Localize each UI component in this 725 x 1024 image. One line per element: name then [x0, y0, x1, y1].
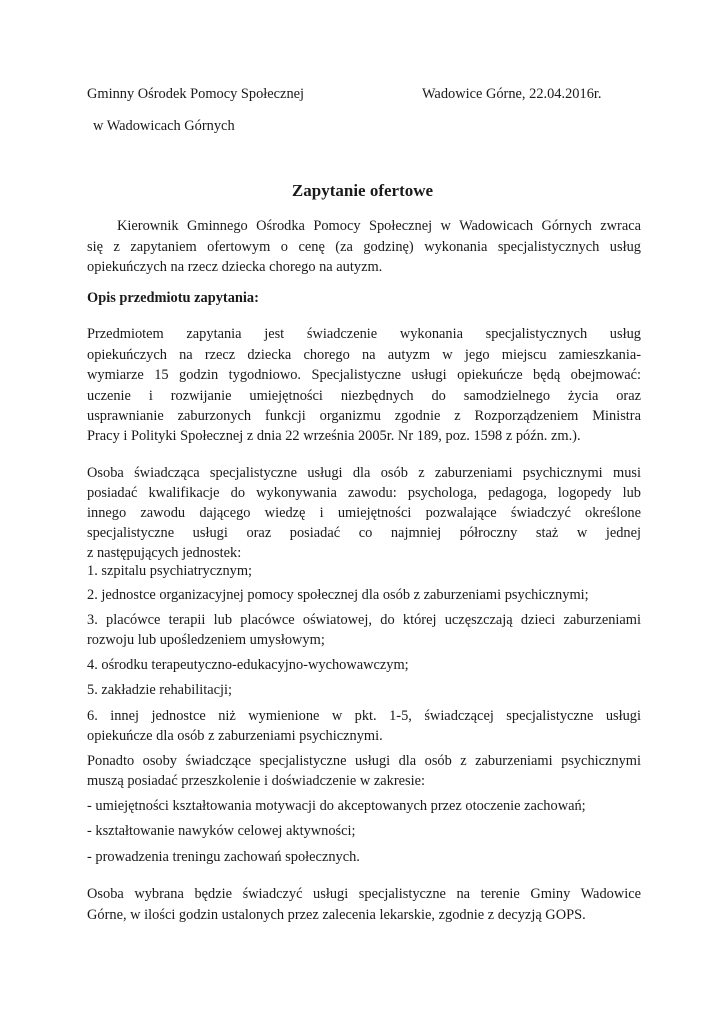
list-item-4: 4. ośrodku terapeutyczno-edukacyjno-wychowawczym; [87, 657, 409, 673]
para1-line-1: Przedmiotem zapytania jest świadczenie wykonania specjalistycznych usług [87, 326, 641, 342]
institution-location: w Wadowicach Górnych [93, 118, 235, 134]
bullet-item-1: - umiejętności kształtowania motywacji do akceptowanych przez otoczenie zachowań; [87, 798, 586, 814]
place-date: Wadowice Górne, 22.04.2016r. [422, 86, 602, 102]
para2-line-4: specjalistyczne usługi oraz posiadać co najmniej półroczny staż w jednej [87, 525, 641, 541]
list-item-3-line-1: 3. placówce terapii lub placówce oświatowej, do której uczęszczają dzieci zaburzeniami [87, 612, 641, 628]
list-item-2: 2. jednostce organizacyjnej pomocy społecznej dla osób z zaburzeniami psychicznymi; [87, 587, 589, 603]
list-item-5: 5. zakładzie rehabilitacji; [87, 682, 233, 698]
para1-line-2: opiekuńczych na rzecz dziecka chorego na autyzm w jego miejscu zamieszkania- [87, 347, 641, 363]
list-item-6-line-2: opiekuńcze dla osób z zaburzeniami psychicznymi. [87, 728, 383, 744]
para4-line-2: Górne, w ilości godzin ustalonych przez zalecenia lekarskie, zgodnie z decyzją GOPS. [87, 907, 586, 923]
para2-line-3: innego zawodu dającego wiedzę i umiejętności pozwalające świadczyć określone [87, 505, 641, 521]
intro-line-2: się z zapytaniem ofertowym o cenę (za godzinę) wykonania specjalistycznych usług [87, 239, 641, 255]
list-item-1: 1. szpitalu psychiatrycznym; [87, 563, 253, 579]
intro-line-3: opiekuńczych na rzecz dziecka chorego na autyzm. [87, 259, 383, 275]
para1-line-4: uczenie i rozwijanie umiejętności niezbędnych do samodzielnego życia oraz [87, 388, 641, 404]
bullet-item-2: - kształtowanie nawyków celowej aktywności; [87, 823, 356, 839]
list-item-6-line-1: 6. innej jednostce niż wymienione w pkt. 1-5, świadczącej specjalistyczne usługi [87, 708, 641, 724]
intro-line-1: Kierownik Gminnego Ośrodka Pomocy Społecznej w Wadowicach Górnych zwraca [117, 218, 641, 234]
para2-line-2: posiadać kwalifikacje do wykonywania zawodu: psychologa, pedagoga, logopedy lub [87, 485, 641, 501]
para1-line-5: usprawnianie zaburzonych funkcji organizmu zgodnie z Rozporządzeniem Ministra [87, 408, 641, 424]
para3-line-2: muszą posiadać przeszkolenie i doświadczenie w zakresie: [87, 773, 426, 789]
para2-line-5: z następujących jednostek: [87, 545, 242, 561]
para3-line-1: Ponadto osoby świadczące specjalistyczne usługi dla osób z zaburzeniami psychicznymi [87, 753, 641, 769]
list-item-3-line-2: rozwoju lub upośledzeniem umysłowym; [87, 632, 325, 648]
para1-line-6: Pracy i Polityki Społecznej z dnia 22 września 2005r. Nr 189, poz. 1598 z późn. zm.). [87, 428, 581, 444]
bullet-item-3: - prowadzenia treningu zachowań społecznych. [87, 849, 360, 865]
section-heading: Opis przedmiotu zapytania: [87, 290, 259, 306]
para1-line-3: wymiarze 15 godzin tygodniowo. Specjalistyczne usługi opiekuńcze będą obejmować: [87, 367, 641, 383]
para4-line-1: Osoba wybrana będzie świadczyć usługi specjalistyczne na terenie Gminy Wadowice [87, 886, 641, 902]
institution-name: Gminny Ośrodek Pomocy Społecznej [87, 86, 305, 102]
para2-line-1: Osoba świadcząca specjalistyczne usługi dla osób z zaburzeniami psychicznymi musi [87, 465, 641, 481]
document-title: Zapytanie ofertowe [291, 181, 434, 200]
